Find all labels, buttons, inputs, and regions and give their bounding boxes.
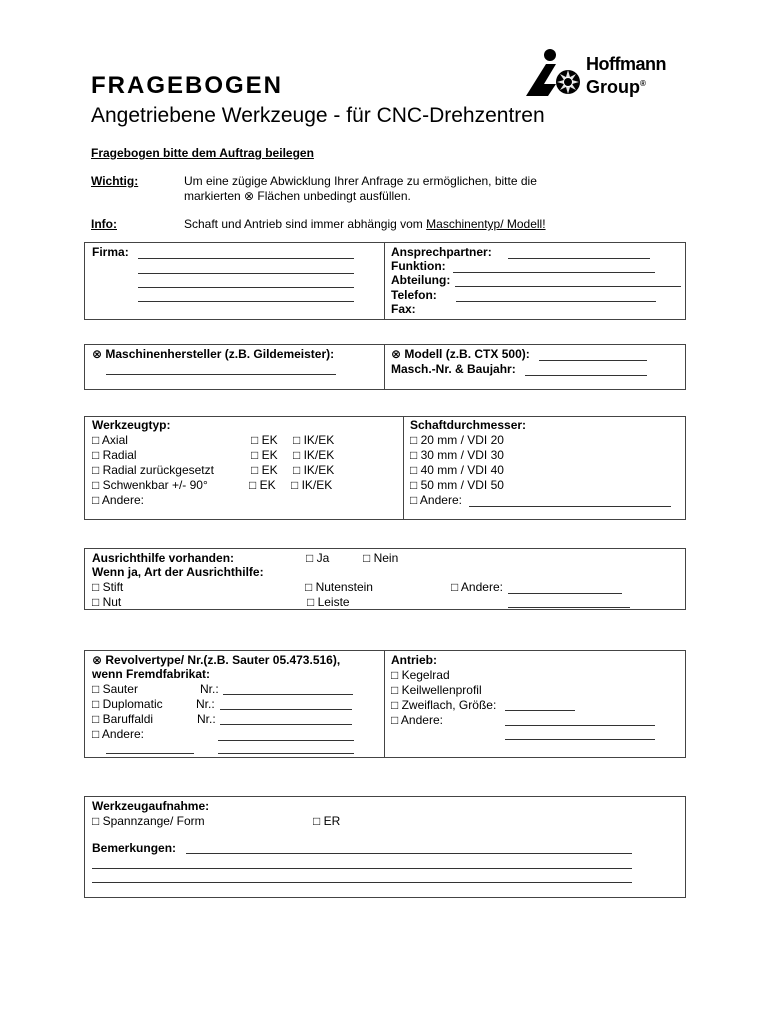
aufnahme-spannzange[interactable]: □ Spannzange/ Form bbox=[92, 814, 205, 828]
abteilung-label: Abteilung: bbox=[391, 273, 451, 287]
werkzeugtyp-radial-ek[interactable]: □ EK bbox=[251, 448, 278, 462]
modell-label: ⊗ Modell (z.B. CTX 500): bbox=[391, 347, 530, 361]
hoffmann-logo-icon bbox=[524, 48, 586, 98]
revolver-andere-field-2[interactable] bbox=[106, 753, 194, 754]
logo-text-hoffmann: Hoffmann bbox=[586, 54, 666, 74]
werkzeugtyp-radial[interactable]: □ Radial bbox=[92, 448, 137, 462]
revolver-baruffaldi-nr: Nr.: bbox=[197, 712, 216, 726]
firma-label: Firma: bbox=[92, 245, 129, 259]
firma-field-2[interactable] bbox=[138, 273, 354, 274]
schaft-andere-field[interactable] bbox=[469, 506, 671, 507]
revolver-andere-field-3[interactable] bbox=[218, 753, 354, 754]
info-link: Maschinentyp/ Modell! bbox=[426, 217, 546, 231]
revolver-sauter-nr: Nr.: bbox=[200, 682, 219, 696]
revolver-baruffaldi-field[interactable] bbox=[220, 724, 352, 725]
schaft-option-30[interactable]: □ 30 mm / VDI 30 bbox=[410, 448, 504, 462]
wichtig-text-1: Um eine zügige Abwicklung Ihrer Anfrage zu ermöglichen, bitte die bbox=[184, 174, 537, 188]
werkzeugtyp-radial-zurueck-ikek[interactable]: □ IK/EK bbox=[293, 463, 335, 477]
aufnahme-title: Werkzeugaufnahme: bbox=[92, 799, 210, 813]
schaft-option-50[interactable]: □ 50 mm / VDI 50 bbox=[410, 478, 504, 492]
ausrichthilfe-nut[interactable]: □ Nut bbox=[92, 595, 122, 609]
ausrichthilfe-stift[interactable]: □ Stift bbox=[92, 580, 124, 594]
revolver-andere[interactable]: □ Andere: bbox=[92, 727, 144, 741]
instruction-text: Fragebogen bitte dem Auftrag beilegen bbox=[91, 146, 314, 160]
fax-label: Fax: bbox=[391, 302, 416, 316]
wichtig-text-2: markierten ⊗ Flächen unbedingt ausfüllen. bbox=[184, 189, 411, 203]
aufnahme-er[interactable]: □ ER bbox=[313, 814, 341, 828]
werkzeugtyp-radial-zurueck[interactable]: □ Radial zurückgesetzt bbox=[92, 463, 214, 477]
machine-divider bbox=[384, 344, 385, 390]
wichtig-label: Wichtig: bbox=[91, 174, 139, 188]
bemerkungen-field-1[interactable] bbox=[186, 853, 632, 854]
masch-nr-label: Masch.-Nr. & Baujahr: bbox=[391, 362, 516, 376]
ansprechpartner-label: Ansprechpartner: bbox=[391, 245, 492, 259]
contact-divider bbox=[384, 242, 385, 320]
ausrichthilfe-nein[interactable]: □ Nein bbox=[363, 551, 399, 565]
revolver-sauter[interactable]: □ Sauter bbox=[92, 682, 138, 696]
ausrichthilfe-andere-field[interactable] bbox=[508, 593, 622, 594]
ansprechpartner-field[interactable] bbox=[508, 258, 650, 259]
werkzeugtyp-axial[interactable]: □ Axial bbox=[92, 433, 128, 447]
schaft-option-40[interactable]: □ 40 mm / VDI 40 bbox=[410, 463, 504, 477]
firma-field-4[interactable] bbox=[138, 301, 354, 302]
hersteller-field[interactable] bbox=[106, 374, 336, 375]
modell-field[interactable] bbox=[539, 360, 647, 361]
revolver-duplomatic-field[interactable] bbox=[220, 709, 352, 710]
antrieb-kegelrad[interactable]: □ Kegelrad bbox=[391, 668, 450, 682]
revolver-subtitle: wenn Fremdfabrikat: bbox=[92, 667, 211, 681]
antrieb-title: Antrieb: bbox=[391, 653, 437, 667]
werkzeugtyp-andere[interactable]: □ Andere: bbox=[92, 493, 144, 507]
werkzeugtyp-radial-zurueck-ek[interactable]: □ EK bbox=[251, 463, 278, 477]
masch-nr-field[interactable] bbox=[525, 375, 647, 376]
ausrichthilfe-andere[interactable]: □ Andere: bbox=[451, 580, 503, 594]
werkzeugtyp-title: Werkzeugtyp: bbox=[92, 418, 171, 432]
antrieb-andere-field-2[interactable] bbox=[505, 739, 655, 740]
antrieb-zweiflach-field[interactable] bbox=[505, 710, 575, 711]
abteilung-field[interactable] bbox=[455, 286, 681, 287]
revolver-baruffaldi[interactable]: □ Baruffaldi bbox=[92, 712, 154, 726]
revolver-andere-field-1[interactable] bbox=[218, 740, 354, 741]
funktion-field[interactable] bbox=[453, 272, 655, 273]
revolver-sauter-field[interactable] bbox=[223, 694, 353, 695]
werkzeugtyp-divider bbox=[403, 416, 404, 520]
ausrichthilfe-leiste[interactable]: □ Leiste bbox=[307, 595, 350, 609]
revolver-title: ⊗ Revolvertype/ Nr.(z.B. Sauter 05.473.516), bbox=[92, 653, 341, 667]
funktion-label: Funktion: bbox=[391, 259, 446, 273]
revolver-duplomatic-nr: Nr.: bbox=[196, 697, 215, 711]
telefon-label: Telefon: bbox=[391, 288, 437, 302]
info-label: Info: bbox=[91, 217, 117, 231]
schaft-option-20[interactable]: □ 20 mm / VDI 20 bbox=[410, 433, 504, 447]
schaft-option-andere[interactable]: □ Andere: bbox=[410, 493, 462, 507]
page-subtitle: Angetriebene Werkzeuge - für CNC-Drehzentren bbox=[91, 104, 545, 127]
info-text: Schaft und Antrieb sind immer abhängig vom Maschinentyp/ Modell! bbox=[184, 217, 546, 231]
firma-field-1[interactable] bbox=[138, 258, 354, 259]
werkzeugtyp-axial-ek[interactable]: □ EK bbox=[251, 433, 278, 447]
werkzeugtyp-axial-ikek[interactable]: □ IK/EK bbox=[293, 433, 335, 447]
firma-field-3[interactable] bbox=[138, 287, 354, 288]
ausrichthilfe-art-title: Wenn ja, Art der Ausrichthilfe: bbox=[92, 565, 264, 579]
antrieb-andere[interactable]: □ Andere: bbox=[391, 713, 443, 727]
werkzeugtyp-schwenkbar-ek[interactable]: □ EK bbox=[249, 478, 276, 492]
ausrichthilfe-title: Ausrichthilfe vorhanden: bbox=[92, 551, 235, 565]
contact-box bbox=[84, 242, 686, 320]
page-title: FRAGEBOGEN bbox=[91, 72, 284, 99]
werkzeugtyp-radial-ikek[interactable]: □ IK/EK bbox=[293, 448, 335, 462]
werkzeugtyp-schwenkbar-ikek[interactable]: □ IK/EK bbox=[291, 478, 333, 492]
revolver-duplomatic[interactable]: □ Duplomatic bbox=[92, 697, 163, 711]
revolver-divider bbox=[384, 650, 385, 758]
ausrichthilfe-extra-field[interactable] bbox=[508, 607, 630, 608]
hersteller-label: ⊗ Maschinenhersteller (z.B. Gildemeister): bbox=[92, 347, 335, 361]
bemerkungen-label: Bemerkungen: bbox=[92, 841, 177, 855]
ausrichthilfe-ja[interactable]: □ Ja bbox=[306, 551, 330, 565]
ausrichthilfe-nutenstein[interactable]: □ Nutenstein bbox=[305, 580, 373, 594]
hoffmann-logo bbox=[524, 48, 694, 100]
bemerkungen-field-3[interactable] bbox=[92, 882, 632, 883]
werkzeugtyp-schwenkbar[interactable]: □ Schwenkbar +/- 90° bbox=[92, 478, 208, 492]
antrieb-keilwellenprofil[interactable]: □ Keilwellenprofil bbox=[391, 683, 482, 697]
schaft-title: Schaftdurchmesser: bbox=[410, 418, 527, 432]
antrieb-andere-field-1[interactable] bbox=[505, 725, 655, 726]
logo-text-group: Group® bbox=[586, 77, 646, 97]
telefon-field[interactable] bbox=[456, 301, 656, 302]
antrieb-zweiflach[interactable]: □ Zweiflach, Größe: bbox=[391, 698, 497, 712]
bemerkungen-field-2[interactable] bbox=[92, 868, 632, 869]
